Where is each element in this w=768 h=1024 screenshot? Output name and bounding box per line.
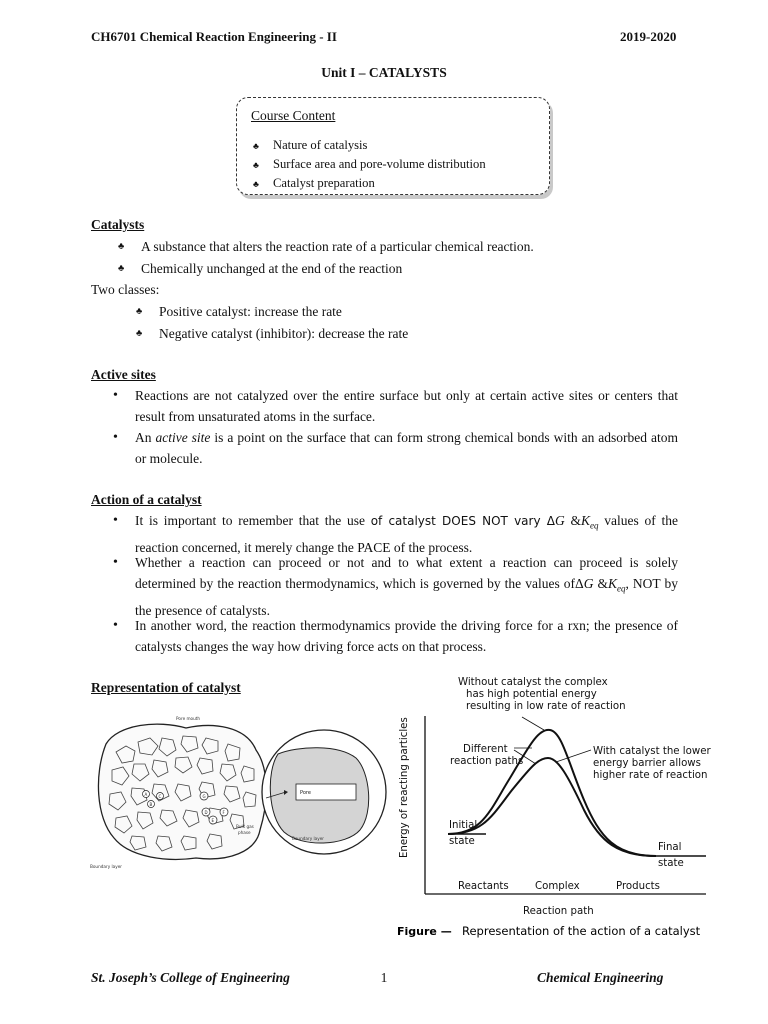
action-heading: Action of a catalyst (91, 492, 202, 507)
unit-title: Unit I – CATALYSTS (321, 65, 447, 80)
catalyst-pellet-figure (88, 712, 388, 872)
different-paths-label: Different (463, 744, 508, 755)
representation-heading: Representation of catalyst (91, 680, 241, 695)
course-header: CH6701 Chemical Reaction Engineering - II (91, 29, 337, 44)
text-span: is a point on the surface that can form strong chemical bonds with an adsorbed atom or molecule. (135, 430, 679, 466)
catalyst-class: ♣ Positive catalyst: increase the rate (159, 301, 342, 323)
marker-label: D (204, 810, 208, 815)
text-span: of catalyst DOES NOT vary Δ (370, 514, 555, 528)
pore-mouth-label: Pore mouth (176, 716, 201, 721)
action-point-2 (135, 552, 678, 621)
marker-label: B (149, 802, 153, 807)
pore-label: Pore (300, 790, 311, 796)
top-note-leader (522, 717, 544, 730)
footer-department: Chemical Engineering (537, 970, 664, 985)
catalyst-leader (556, 750, 591, 762)
energy-diagram (388, 670, 718, 955)
with-catalyst-label: higher rate of reaction (593, 770, 708, 781)
top-note-line: resulting in low rate of reaction (466, 701, 626, 712)
text-span: , NOT by the presence of catalysts. (135, 576, 678, 618)
active-sites-point-2 (135, 427, 678, 469)
x-category-label: Products (616, 881, 660, 892)
figure-caption: Representation of the action of a catalyst (462, 924, 701, 938)
marker-label: F (222, 810, 225, 815)
final-state-label: state (658, 858, 684, 869)
text-span: & (564, 513, 581, 528)
course-content-item: ♣ Nature of catalysis (275, 136, 486, 155)
initial-state-label: Initial (449, 820, 478, 831)
active-sites-point-1: • Reactions are not catalyzed over the entire surface but only at certain active sites or centers that result from unsaturated atoms in the surface. (135, 385, 678, 427)
active-sites-heading: Active sites (91, 367, 156, 382)
text-span: values of the reaction concerned, it merely change the PACE of the process. (135, 513, 678, 555)
year-header: 2019-2020 (620, 29, 677, 44)
boundary-layer-right-label: Boundary layer (292, 836, 325, 841)
text-span: & (593, 576, 608, 591)
bulk-phase-label: Bulk gas (236, 824, 254, 829)
catalysts-heading: Catalysts (91, 217, 145, 232)
course-content-box (236, 97, 550, 195)
catalysts-point: ♣ Chemically unchanged at the end of the reaction (141, 258, 402, 280)
eq-subscript: eq (590, 520, 599, 531)
k-symbol: K (580, 513, 590, 528)
marker-label: E (211, 818, 215, 823)
catalyst-class: ♣ Negative catalyst (inhibitor): decrease the rate (159, 323, 408, 345)
y-axis-label: Energy of reacting particles (399, 717, 410, 858)
initial-state-label: state (449, 836, 475, 847)
course-content-list (275, 136, 486, 193)
bulk-phase-label: phase (238, 830, 251, 835)
page-number: 1 (380, 970, 388, 985)
text-span: It is important to remember that the use (135, 513, 371, 528)
course-content-item: ♣ Surface area and pore-volume distribution (275, 155, 486, 174)
with-catalyst-label: energy barrier allows (593, 758, 701, 769)
different-paths-label: reaction paths (450, 756, 524, 767)
delta-symbol: Δ (575, 576, 584, 591)
marker-label: C (158, 794, 162, 799)
two-classes-label: Two classes: (91, 282, 160, 297)
k-symbol: K (607, 576, 617, 591)
text-span: An (135, 430, 156, 445)
catalysts-point: ♣ A substance that alters the reaction rate of a particular chemical reaction. (141, 236, 534, 258)
course-content-title: Course Content (251, 108, 336, 123)
active-site-term: active site (155, 430, 211, 445)
figure-label: Figure — (397, 925, 452, 938)
delta-g-symbol: G (554, 513, 565, 528)
boundary-layer-label: Boundary layer (90, 864, 123, 869)
footer-college: St. Joseph’s College of Engineering (91, 970, 290, 985)
with-catalyst-label: With catalyst the lower (593, 746, 711, 757)
action-point-3: • In another word, the reaction thermodynamics provide the driving force for a rxn; the presence of catalysts changes the way how driving force acts on that process. (135, 615, 678, 657)
text-span: Whether a reaction can proceed or not and to what extent a reaction can proceed is solely determined by the reaction thermodynamics, which is governed by the values of (135, 555, 678, 591)
g-symbol: G (583, 576, 594, 591)
x-category-label: Complex (535, 881, 580, 892)
final-state-label: Final (658, 842, 682, 853)
top-note-line: has high potential energy (466, 689, 597, 700)
action-point-1 (135, 510, 678, 558)
eq-subscript: eq (617, 583, 626, 594)
marker-label: A (144, 792, 148, 797)
x-axis-label: Reaction path (523, 906, 594, 917)
marker-label: G (202, 794, 206, 799)
top-note-line: Without catalyst the complex (458, 677, 608, 688)
x-category-label: Reactants (458, 881, 509, 892)
course-content-item: ♣ Catalyst preparation (275, 174, 486, 193)
